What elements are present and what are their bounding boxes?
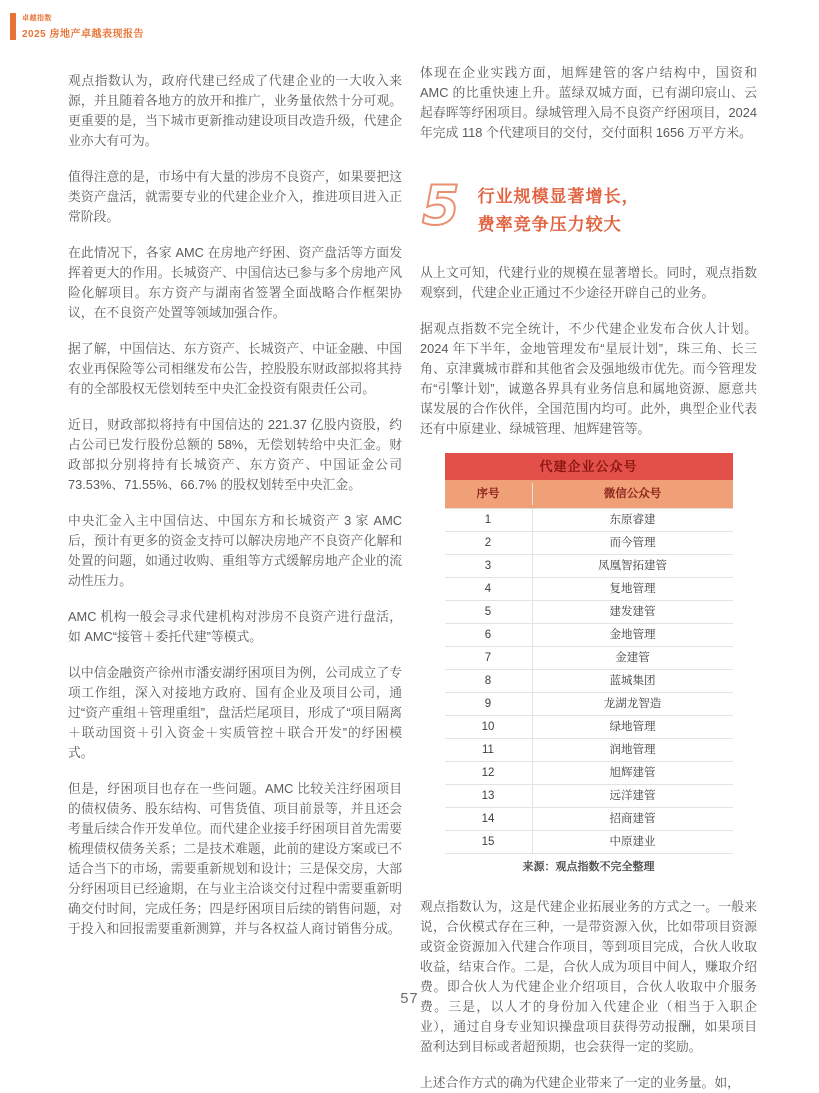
- body-paragraph: 值得注意的是，市场中有大量的涉房不良资产，如果要把这类资产盘活，就需要专业的代建企业介入，推进项目进入正常阶段。: [68, 169, 402, 224]
- table-cell-account: 蓝城集团: [609, 675, 656, 687]
- logo-subtitle: 卓越指数: [22, 15, 52, 22]
- right-mid-paragraphs: [420, 263, 757, 439]
- table-row: [445, 578, 733, 601]
- table-cell-account: 旭辉建管: [609, 767, 656, 779]
- table-row: [445, 647, 733, 670]
- table-cell-serial: 14: [445, 808, 533, 830]
- table-cell-serial: 3: [445, 555, 533, 577]
- body-paragraph: 据观点指数不完全统计，不少代建企业发布合伙人计划。2024 年下半年，金地管理发布“星辰计划”，珠三角、长三角、京津冀城市群和其他省会及强地级市优先。而今管理发布“引擎计划”，诚邀各界具有业务信息和属地资源、愿意共谋发展的合作伙伴，全国范围内均可。此外，典型企业代表还有中原建业、绿城管理、旭辉建管等。: [420, 321, 757, 436]
- left-column: [68, 71, 402, 939]
- table-cell-account: 而今管理: [609, 537, 656, 549]
- table-row: [445, 670, 733, 693]
- table-cell-account: 凤凰智拓建管: [598, 560, 667, 572]
- body-paragraph: 观点指数认为，这是代建企业拓展业务的方式之一。一般来说，合伙模式存在三种，一是带资源入伙，比如带项目资源或资金资源加入代建合作项目，等到项目完成，合伙人收取收益，结束合作。二是，合伙人成为项目中间人，赚取介绍费。即合伙人为代建企业介绍项目，合伙人收取中介服务费。三是，以人才的身份加入代建企业（相当于入职企业），通过自身专业知识操盘项目获得劳动报酬，如果项目盈利达到目标或者超预期，也会获得一定的奖励。: [420, 899, 757, 1054]
- table-title: 代建企业公众号: [445, 453, 733, 480]
- body-paragraph: 上述合作方式的确为代建企业带来了一定的业务量。如，: [420, 1075, 740, 1090]
- table-cell-serial: 6: [445, 624, 533, 646]
- section-number: 5: [422, 174, 460, 237]
- table-cell-serial: 4: [445, 578, 533, 600]
- table-cell-serial: 15: [445, 831, 533, 853]
- body-paragraph: 观点指数认为，政府代建已经成了代建企业的一大收入来源，并且随着各地方的放开和推广，业务量依然十分可观。更重要的是，当下城市更新推动建设项目改造升级，代建企业亦大有可为。: [68, 73, 402, 148]
- table-cell-serial: 1: [445, 509, 533, 531]
- body-paragraph: 近日，财政部拟将持有中国信达的 221.37 亿股内资股，约占公司已发行股份总额的 58%，无偿划转给中央汇金。财政部拟分别将持有长城资产、东方资产、中国证金公司 73.53%、71.55%、66.7% 的股权划转至中央汇金。: [68, 417, 402, 492]
- table-row: [445, 831, 733, 854]
- section-heading: [422, 174, 757, 239]
- table-row: [445, 532, 733, 555]
- table-row: [445, 624, 733, 647]
- table-cell-serial: 5: [445, 601, 533, 623]
- table-cell-serial: 13: [445, 785, 533, 807]
- table-row: [445, 785, 733, 808]
- table-body: [445, 509, 733, 854]
- table-row: [445, 739, 733, 762]
- table-row: [445, 716, 733, 739]
- table-cell-account: 润地管理: [609, 744, 656, 756]
- table-cell-serial: 10: [445, 716, 533, 738]
- table-cell-account: 中原建业: [609, 836, 656, 848]
- table-row: [445, 555, 733, 578]
- table-header-serial: 序号: [445, 483, 533, 505]
- table-cell-serial: 2: [445, 532, 533, 554]
- table-row: [445, 808, 733, 831]
- table-source-note: 来源：观点指数不完全整理: [522, 861, 655, 873]
- table-cell-account: 建发建管: [609, 606, 656, 618]
- section-title-line2: 费率竞争压力较大: [477, 215, 622, 234]
- section-title-line1: 行业规模显著增长，: [477, 187, 640, 206]
- body-paragraph: 以中信金融资产徐州市潘安湖纾困项目为例，公司成立了专项工作组，深入对接地方政府、国有企业及项目公司，通过“资产重组＋管理重组”，盘活烂尾项目，形成了“项目隔离＋联动国资＋引入资金＋实质管控＋联合开发”的纾困模式。: [68, 665, 402, 760]
- table-row: [445, 693, 733, 716]
- table-cell-account: 金建管: [615, 652, 650, 664]
- table-cell-serial: 8: [445, 670, 533, 692]
- table-cell-serial: 12: [445, 762, 533, 784]
- right-top-paragraphs: [420, 63, 757, 143]
- table-header-account: 微信公众号: [603, 488, 662, 500]
- section-title: [478, 183, 640, 239]
- body-paragraph: 中央汇金入主中国信达、中国东方和长城资产 3 家 AMC 后，预计有更多的资金支持可以解决房地产不良资产化解和处置的问题，如通过收购、重组等方式缓解房地产企业的流动性压力。: [68, 513, 402, 588]
- table-cell-account: 绿地管理: [609, 721, 656, 733]
- logo-title: 2025 房地产卓越表现报告: [22, 29, 145, 40]
- report-logo: [10, 13, 144, 40]
- table-cell-account: 东原睿建: [609, 514, 656, 526]
- table-cell-serial: 7: [445, 647, 533, 669]
- public-accounts-table: [445, 453, 733, 881]
- body-paragraph: 在此情况下，各家 AMC 在房地产纾困、资产盘活等方面发挥着更大的作用。长城资产、中国信达已参与多个房地产风险化解项目。东方资产与湖南省签署全面战略合作框架协议，在不良资产处置等领域加强合作。: [68, 245, 402, 320]
- body-paragraph: AMC 机构一般会寻求代建机构对涉房不良资产进行盘活，如 AMC“接管＋委托代建”等模式。: [68, 609, 402, 644]
- table-row: [445, 509, 733, 532]
- logo-bar-icon: [10, 13, 16, 40]
- table-row: [445, 601, 733, 624]
- logo-text-block: [22, 13, 144, 40]
- table-cell-account: 复地管理: [609, 583, 656, 595]
- body-paragraph: 但是，纾困项目也存在一些问题。AMC 比较关注纾困项目的债权债务、股东结构、可售货值、项目前景等，并且还会考量后续合作开发单位。而代建企业接手纾困项目首先需要梳理债权债务关系；二是技术难题，此前的建设方案或已不适合当下的市场，需要重新规划和设计；三是保交房，大部分纾困项目已经逾期，在与业主洽谈交付过程中需要重新明确交付时间，完成任务；四是纾困项目后续的销售问题，对于投入和回报需要重新测算，并与各权益人商讨销售分成。: [68, 781, 402, 936]
- table-cell-account: 远洋建管: [609, 790, 656, 802]
- page-number: 57: [400, 991, 419, 1007]
- table-header-row: [445, 480, 733, 509]
- right-column: [420, 63, 757, 1093]
- body-paragraph: 体现在企业实践方面，旭辉建管的客户结构中，国资和 AMC 的比重快速上升。蓝绿双城方面，已有湖印宸山、云起春晖等纾困项目。绿城管理入局不良资产纾困项目，2024 年完成 118 个代建项目的交付，交付面积 1656 万平方米。: [420, 65, 757, 140]
- table-cell-serial: 11: [445, 739, 533, 761]
- table-cell-account: 龙湖龙智造: [603, 698, 662, 710]
- table-cell-account: 金地管理: [609, 629, 656, 641]
- table-cell-account: 招商建管: [609, 813, 656, 825]
- body-paragraph: 从上文可知，代建行业的规模在显著增长。同时，观点指数观察到，代建企业正通过不少途径开辟自己的业务。: [420, 265, 757, 300]
- table-cell-serial: 9: [445, 693, 533, 715]
- table-row: [445, 762, 733, 785]
- body-paragraph: 据了解，中国信达、东方资产、长城资产、中证金融、中国农业再保险等公司相继发布公告，控股股东财政部拟将其持有的全部股权无偿划转至中央汇金投资有限责任公司。: [68, 341, 402, 396]
